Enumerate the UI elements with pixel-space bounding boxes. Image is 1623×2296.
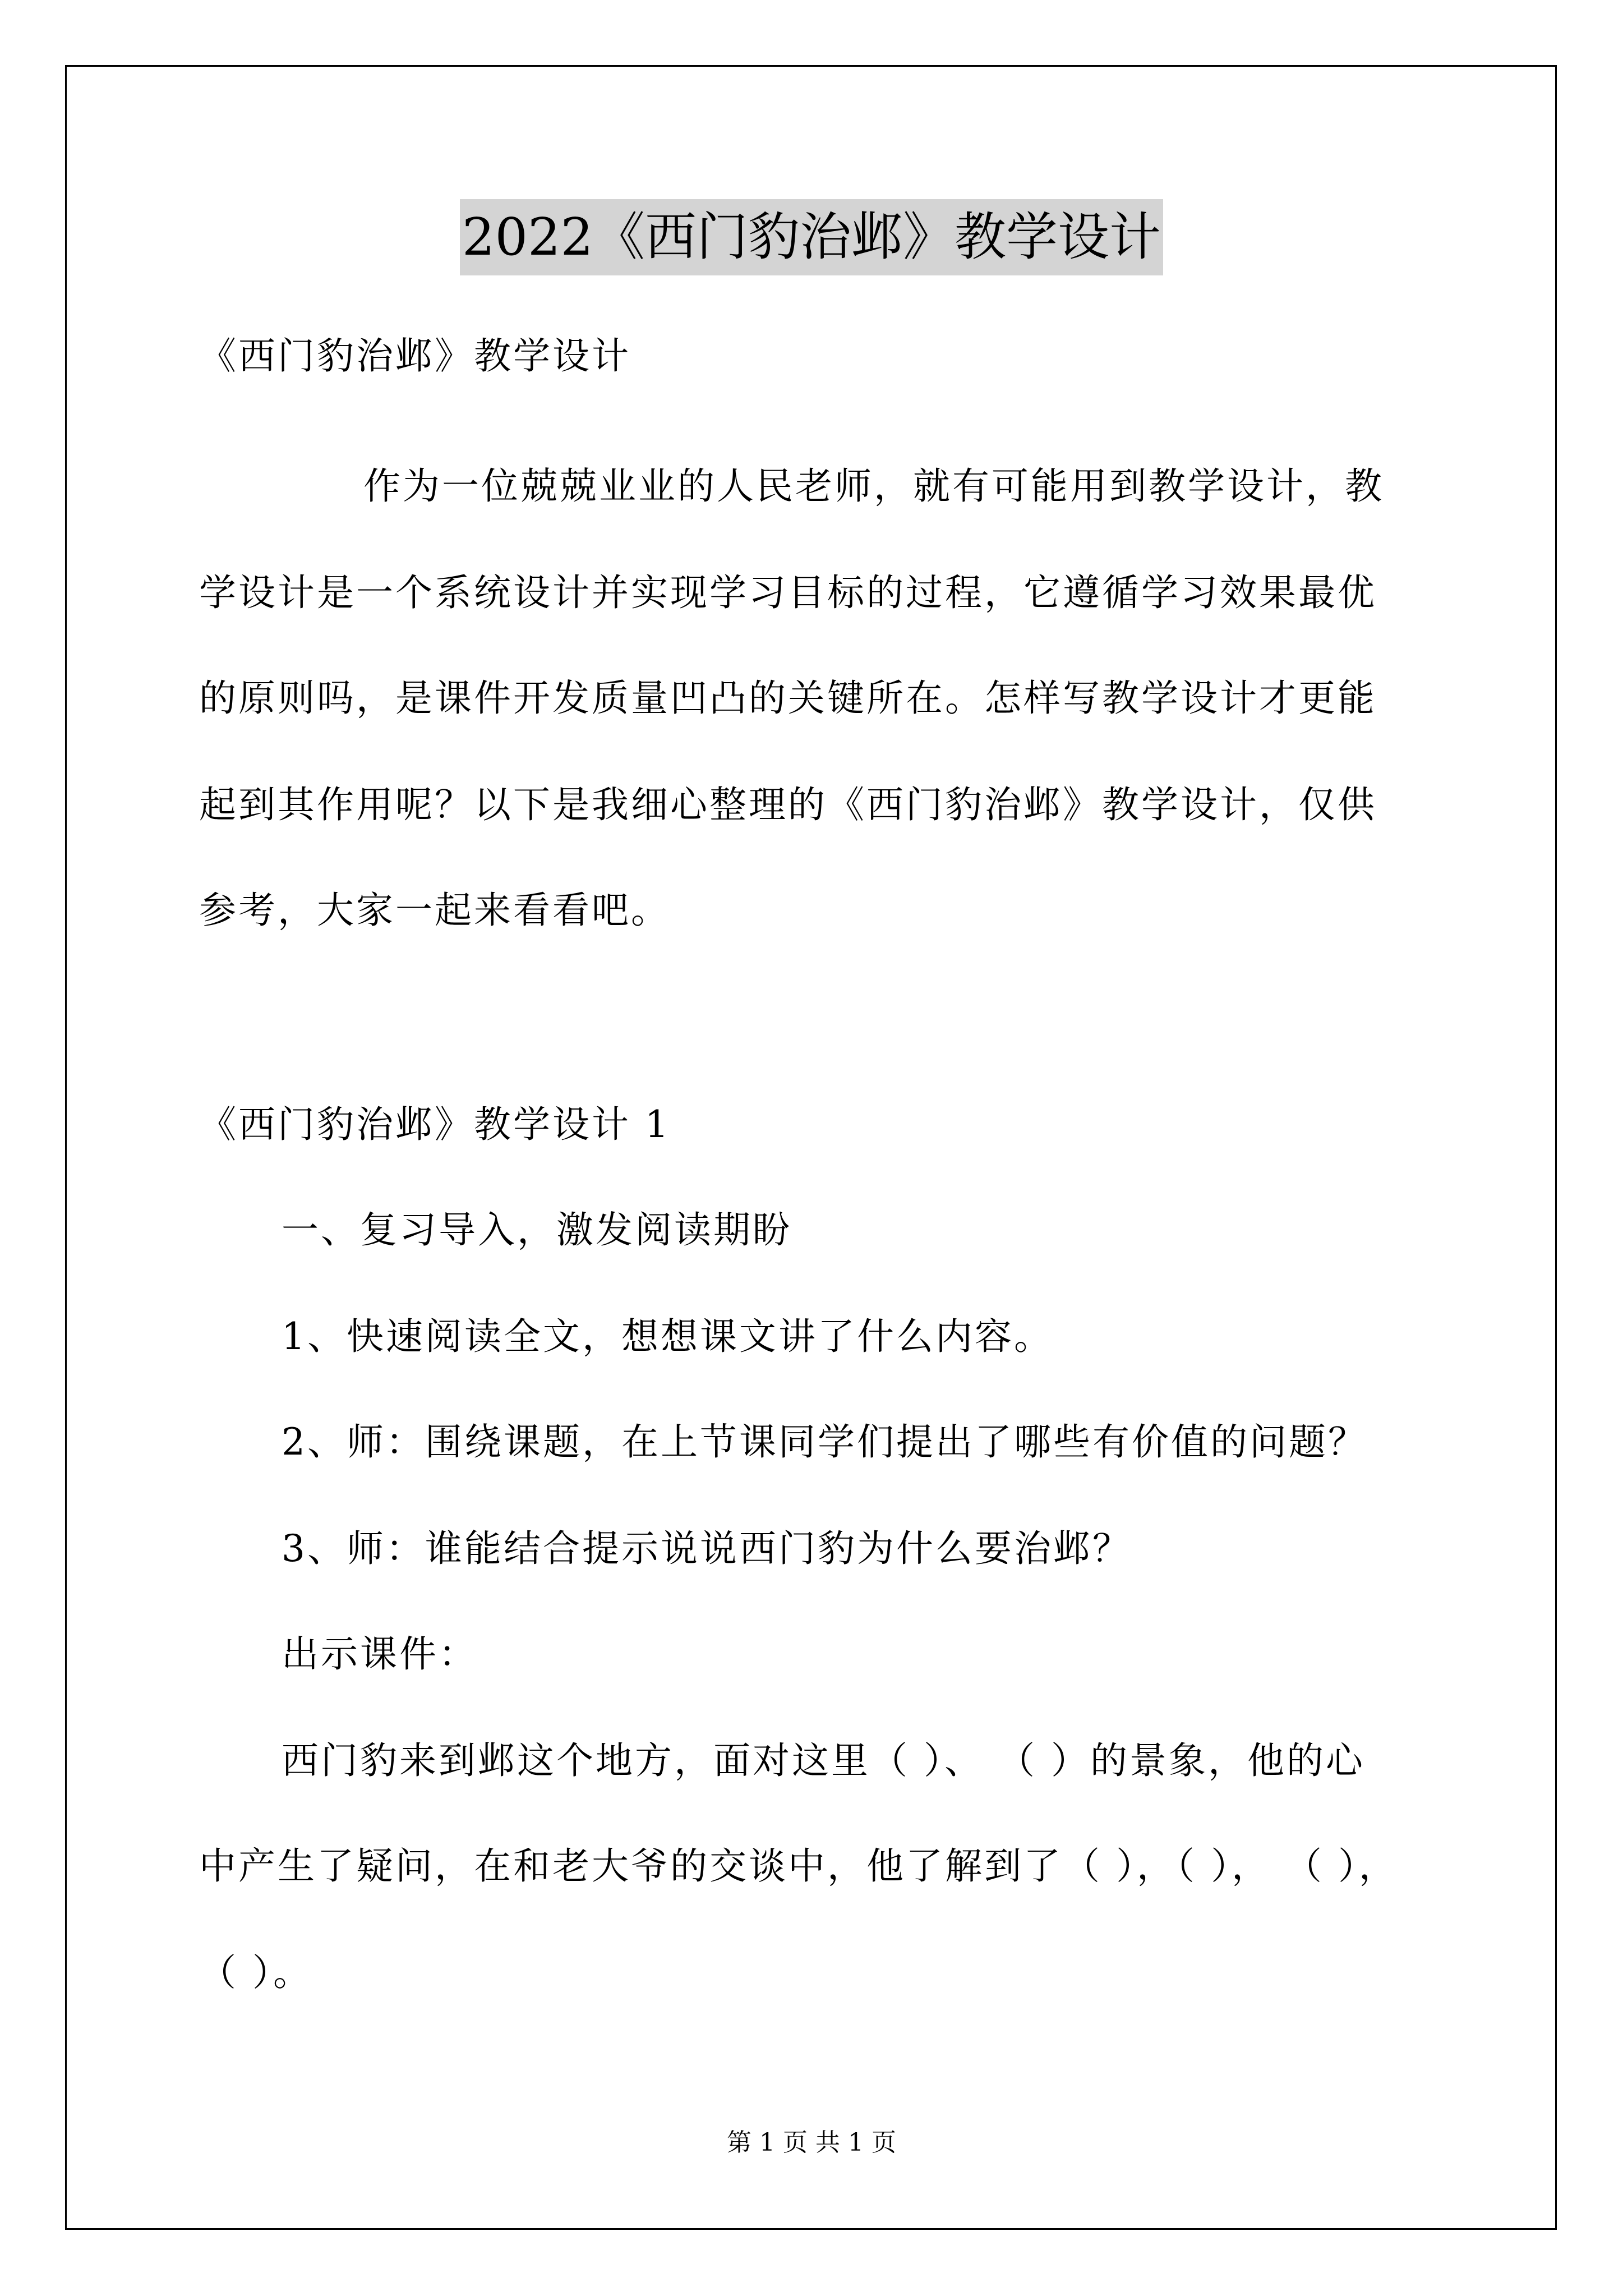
intro-line: 起到其作用呢？以下是我细心整理的《西门豹治邺》教学设计，仅供 (199, 783, 1377, 826)
body-line: 中产生了疑问，在和老大爷的交谈中，他了解到了（ ），（ ）， （ ）， (199, 1844, 1398, 1888)
body-line: 出示课件： (282, 1632, 478, 1676)
intro-line: 学设计是一个系统设计并实现学习目标的过程，它遵循学习效果最优 (199, 571, 1377, 614)
section-heading: 《西门豹治邺》教学设计 1 (199, 1103, 671, 1146)
document-title: 2022《西门豹治邺》教学设计 (460, 199, 1163, 275)
body-line: 西门豹来到邺这个地方，面对这里（ ）、 （ ）的景象，他的心 (282, 1739, 1365, 1782)
body-line: 2、师：围绕课题，在上节课同学们提出了哪些有价值的问题？ (282, 1420, 1367, 1464)
title-block (0, 199, 1623, 275)
body-line: 3、师：谁能结合提示说说西门豹为什么要治邺？ (282, 1527, 1132, 1570)
subtitle: 《西门豹治邺》教学设计 (199, 334, 631, 378)
intro-line: 作为一位兢兢业业的人民老师，就有可能用到教学设计，教 (363, 464, 1384, 508)
body-line: 1、快速阅读全文，想想课文讲了什么内容。 (282, 1315, 1053, 1358)
body-line: （ ）。 (199, 1951, 312, 1994)
body-line: 一、复习导入，激发阅读期盼 (282, 1208, 792, 1251)
intro-line: 的原则吗，是课件开发质量凹凸的关键所在。怎样写教学设计才更能 (199, 677, 1377, 720)
intro-line: 参考，大家一起来看看吧。 (199, 889, 670, 932)
page-footer: 第 1 页 共 1 页 (727, 2128, 896, 2157)
